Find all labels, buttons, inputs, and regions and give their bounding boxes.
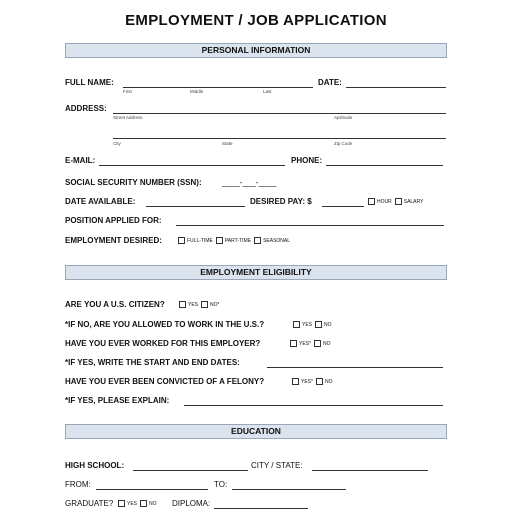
felony-no-label: NO — [324, 379, 333, 385]
form-title: EMPLOYMENT / JOB APPLICATION — [125, 12, 387, 29]
worked-for-employer-yes-checkbox[interactable] — [290, 340, 297, 347]
start-end-dates-field[interactable] — [267, 367, 443, 368]
allowed-to-work-question: *IF NO, ARE YOU ALLOWED TO WORK IN THE U.S.? — [65, 320, 265, 329]
date-label: DATE: — [318, 78, 342, 87]
worked-for-employer-no-checkbox[interactable] — [314, 340, 321, 347]
part-time-option-label: PART-TIME — [224, 238, 252, 244]
start-end-dates-label: *IF YES, WRITE THE START AND END DATES: — [65, 358, 240, 367]
address-label: ADDRESS: — [65, 104, 107, 113]
allowed-to-work-options — [290, 320, 332, 330]
email-field[interactable] — [99, 165, 285, 166]
date-available-label: DATE AVAILABLE: — [65, 197, 136, 206]
full-name-field[interactable] — [123, 87, 313, 88]
desired-pay-field[interactable] — [322, 206, 364, 207]
ssn-field[interactable]: ____-___-____ — [222, 178, 277, 187]
section-personal-information: PERSONAL INFORMATION — [65, 43, 447, 58]
salary-checkbox[interactable] — [395, 198, 402, 205]
felony-yes-label: YES* — [301, 379, 313, 385]
ssn-label: SOCIAL SECURITY NUMBER (SSN): — [65, 178, 202, 187]
employment-type-options — [175, 236, 290, 246]
high-school-label: HIGH SCHOOL: — [65, 461, 125, 470]
pay-type-options — [365, 197, 423, 207]
felony-yes-checkbox[interactable] — [292, 378, 299, 385]
position-field[interactable] — [176, 225, 444, 226]
phone-label: PHONE: — [291, 156, 323, 165]
please-explain-label: *IF YES, PLEASE EXPLAIN: — [65, 396, 170, 405]
email-label: E-MAIL: — [65, 156, 96, 165]
seasonal-checkbox[interactable] — [254, 237, 261, 244]
city-caption: City — [113, 141, 121, 146]
diploma-field[interactable] — [214, 508, 308, 509]
middle-name-caption: Middle — [190, 89, 204, 94]
allowed-to-work-yes-label: YES — [302, 322, 313, 328]
hour-option-label: HOUR — [377, 199, 392, 205]
from-field[interactable] — [96, 489, 208, 490]
street-address-caption: Street Address — [113, 115, 143, 120]
allowed-to-work-no-checkbox[interactable] — [315, 321, 322, 328]
state-caption: State — [222, 141, 233, 146]
date-field[interactable] — [346, 87, 446, 88]
seasonal-option-label: SEASONAL — [263, 238, 291, 244]
us-citizen-no-label: NO* — [210, 302, 220, 308]
worked-for-employer-question: HAVE YOU EVER WORKED FOR THIS EMPLOYER? — [65, 339, 261, 348]
employment-desired-label: EMPLOYMENT DESIRED: — [65, 236, 162, 245]
desired-pay-label: DESIRED PAY: $ — [250, 197, 312, 206]
apt-suite-caption: Apt/Suite — [334, 115, 353, 120]
graduate-label: GRADUATE? — [65, 499, 114, 508]
to-field[interactable] — [232, 489, 346, 490]
phone-field[interactable] — [326, 165, 443, 166]
full-name-label: FULL NAME: — [65, 78, 114, 87]
felony-no-checkbox[interactable] — [316, 378, 323, 385]
allowed-to-work-yes-checkbox[interactable] — [293, 321, 300, 328]
section-education: EDUCATION — [65, 424, 447, 439]
full-time-checkbox[interactable] — [178, 237, 185, 244]
street-address-field[interactable] — [113, 113, 446, 114]
last-name-caption: Last — [263, 89, 272, 94]
hour-checkbox[interactable] — [368, 198, 375, 205]
us-citizen-question: ARE YOU A U.S. CITIZEN? — [65, 300, 165, 309]
city-state-zip-field[interactable] — [113, 138, 446, 139]
us-citizen-yes-checkbox[interactable] — [179, 301, 186, 308]
high-school-field[interactable] — [133, 470, 248, 471]
felony-options — [289, 377, 332, 387]
part-time-checkbox[interactable] — [216, 237, 223, 244]
worked-for-employer-no-label: NO — [322, 341, 331, 347]
city-state-label: CITY / STATE: — [251, 461, 303, 470]
worked-for-employer-options — [287, 339, 330, 349]
us-citizen-no-checkbox[interactable] — [201, 301, 208, 308]
date-available-field[interactable] — [146, 206, 245, 207]
graduate-yes-checkbox[interactable] — [118, 500, 125, 507]
zip-caption: Zip Code — [334, 141, 353, 146]
us-citizen-yes-label: YES — [188, 302, 199, 308]
graduate-options — [115, 499, 157, 509]
graduate-no-checkbox[interactable] — [140, 500, 147, 507]
graduate-no-label: NO — [149, 501, 157, 507]
from-label: FROM: — [65, 480, 91, 489]
first-name-caption: First — [123, 89, 132, 94]
worked-for-employer-yes-label: YES* — [299, 341, 311, 347]
position-label: POSITION APPLIED FOR: — [65, 216, 162, 225]
salary-option-label: SALARY — [403, 199, 424, 205]
felony-question: HAVE YOU EVER BEEN CONVICTED OF A FELONY? — [65, 377, 265, 386]
section-employment-eligibility: EMPLOYMENT ELIGIBILITY — [65, 265, 447, 280]
diploma-label: DIPLOMA: — [172, 499, 211, 508]
us-citizen-options — [176, 300, 219, 310]
to-label: TO: — [214, 480, 228, 489]
high-school-city-state-field[interactable] — [312, 470, 428, 471]
allowed-to-work-no-label: NO — [324, 322, 332, 328]
full-time-option-label: FULL-TIME — [187, 238, 213, 244]
please-explain-field[interactable] — [184, 405, 443, 406]
graduate-yes-label: YES — [127, 501, 138, 507]
